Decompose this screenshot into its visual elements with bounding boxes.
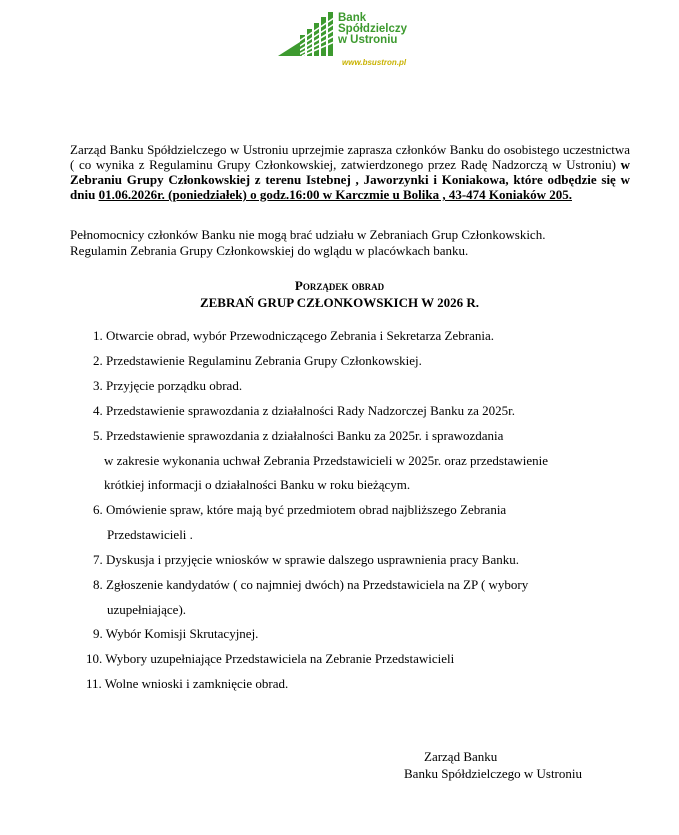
- meeting-date-place: 01.06.2026r. (poniedziałek) o godz.16:00 w Karczmie u Bolika , 43-474 Koniaków 205.: [98, 187, 572, 202]
- agenda-item-2: 2. Przedstawienie Regulaminu Zebrania Grupy Członkowskiej.: [93, 353, 422, 368]
- agenda-item-8-cont: uzupełniające).: [107, 602, 187, 617]
- agenda-item-6-cont: Przedstawicieli .: [107, 527, 193, 542]
- signature-line-2: Banku Spółdzielczego w Ustroniu: [404, 766, 582, 781]
- proxy-note: Pełnomocnicy członków Banku nie mogą brać udziału w Zebraniach Grup Członkowskich.: [70, 227, 546, 242]
- agenda-heading: Porządek obrad: [294, 278, 385, 293]
- logo-graphic: [276, 8, 336, 60]
- agenda-item-3: 3. Przyjęcie porządku obrad.: [93, 378, 243, 393]
- agenda-item-8: 8. Zgłoszenie kandydatów ( co najmniej dwóch) na Przedstawiciela na ZP ( wybory: [93, 577, 529, 592]
- intro-text: Zarząd Banku Spółdzielczego w Ustroniu uprzejmie zaprasza członków Banku do osobistego uczestnictwa ( co wynika z Regulaminu Grupy Członkowskiej, zatwierdzonego przez Radę Nadzorczą w Ustroniu): [70, 142, 630, 172]
- agenda-item-1: 1. Otwarcie obrad, wybór Przewodniczącego Zebrania i Sekretarza Zebrania.: [93, 328, 495, 343]
- agenda-item-5-cont-2: krótkiej informacji o działalności Banku w roku bieżącym.: [104, 477, 411, 492]
- logo-line-3: w Ustroniu: [338, 34, 398, 46]
- rules-note: Regulamin Zebrania Grupy Członkowskiej do wglądu w placówkach banku.: [70, 243, 469, 258]
- agenda-item-11: 11. Wolne wnioski i zamknięcie obrad.: [86, 676, 289, 691]
- logo-line-1: Bank: [338, 12, 367, 24]
- signature-line-1: Zarząd Banku: [424, 749, 498, 764]
- invitation-paragraph: [70, 142, 630, 202]
- meeting-name: w Zebraniu Grupy Członkowskiej z terenu Istebnej , Jaworzynki i Koniakowa, które odbędzie się w dniu: [70, 157, 630, 202]
- agenda-item-5: 5. Przedstawienie sprawozdania z działalności Banku za 2025r. i sprawozdania: [93, 428, 504, 443]
- agenda-item-7: 7. Dyskusja i przyjęcie wniosków w sprawie dalszego usprawnienia pracy Banku.: [93, 552, 519, 567]
- logo-url: www.bsustron.pl: [342, 58, 407, 67]
- agenda-item-6: 6. Omówienie spraw, które mają być przedmiotem obrad najbliższego Zebrania: [93, 502, 507, 517]
- agenda-item-5-cont-1: w zakresie wykonania uchwał Zebrania Przedstawicieli w 2025r. oraz przedstawienie: [104, 453, 548, 468]
- logo-line-2: Spółdzielczy: [338, 23, 408, 35]
- agenda-subheading: ZEBRAŃ GRUP CZŁONKOWSKICH W 2026 R.: [199, 295, 480, 310]
- agenda-item-10: 10. Wybory uzupełniające Przedstawiciela na Zebranie Przedstawicieli: [86, 651, 455, 666]
- bank-logo: [276, 8, 436, 68]
- agenda-item-9: 9. Wybór Komisji Skrutacyjnej.: [93, 626, 259, 641]
- agenda-item-4: 4. Przedstawienie sprawozdania z działalności Rady Nadzorczej Banku za 2025r.: [93, 403, 515, 418]
